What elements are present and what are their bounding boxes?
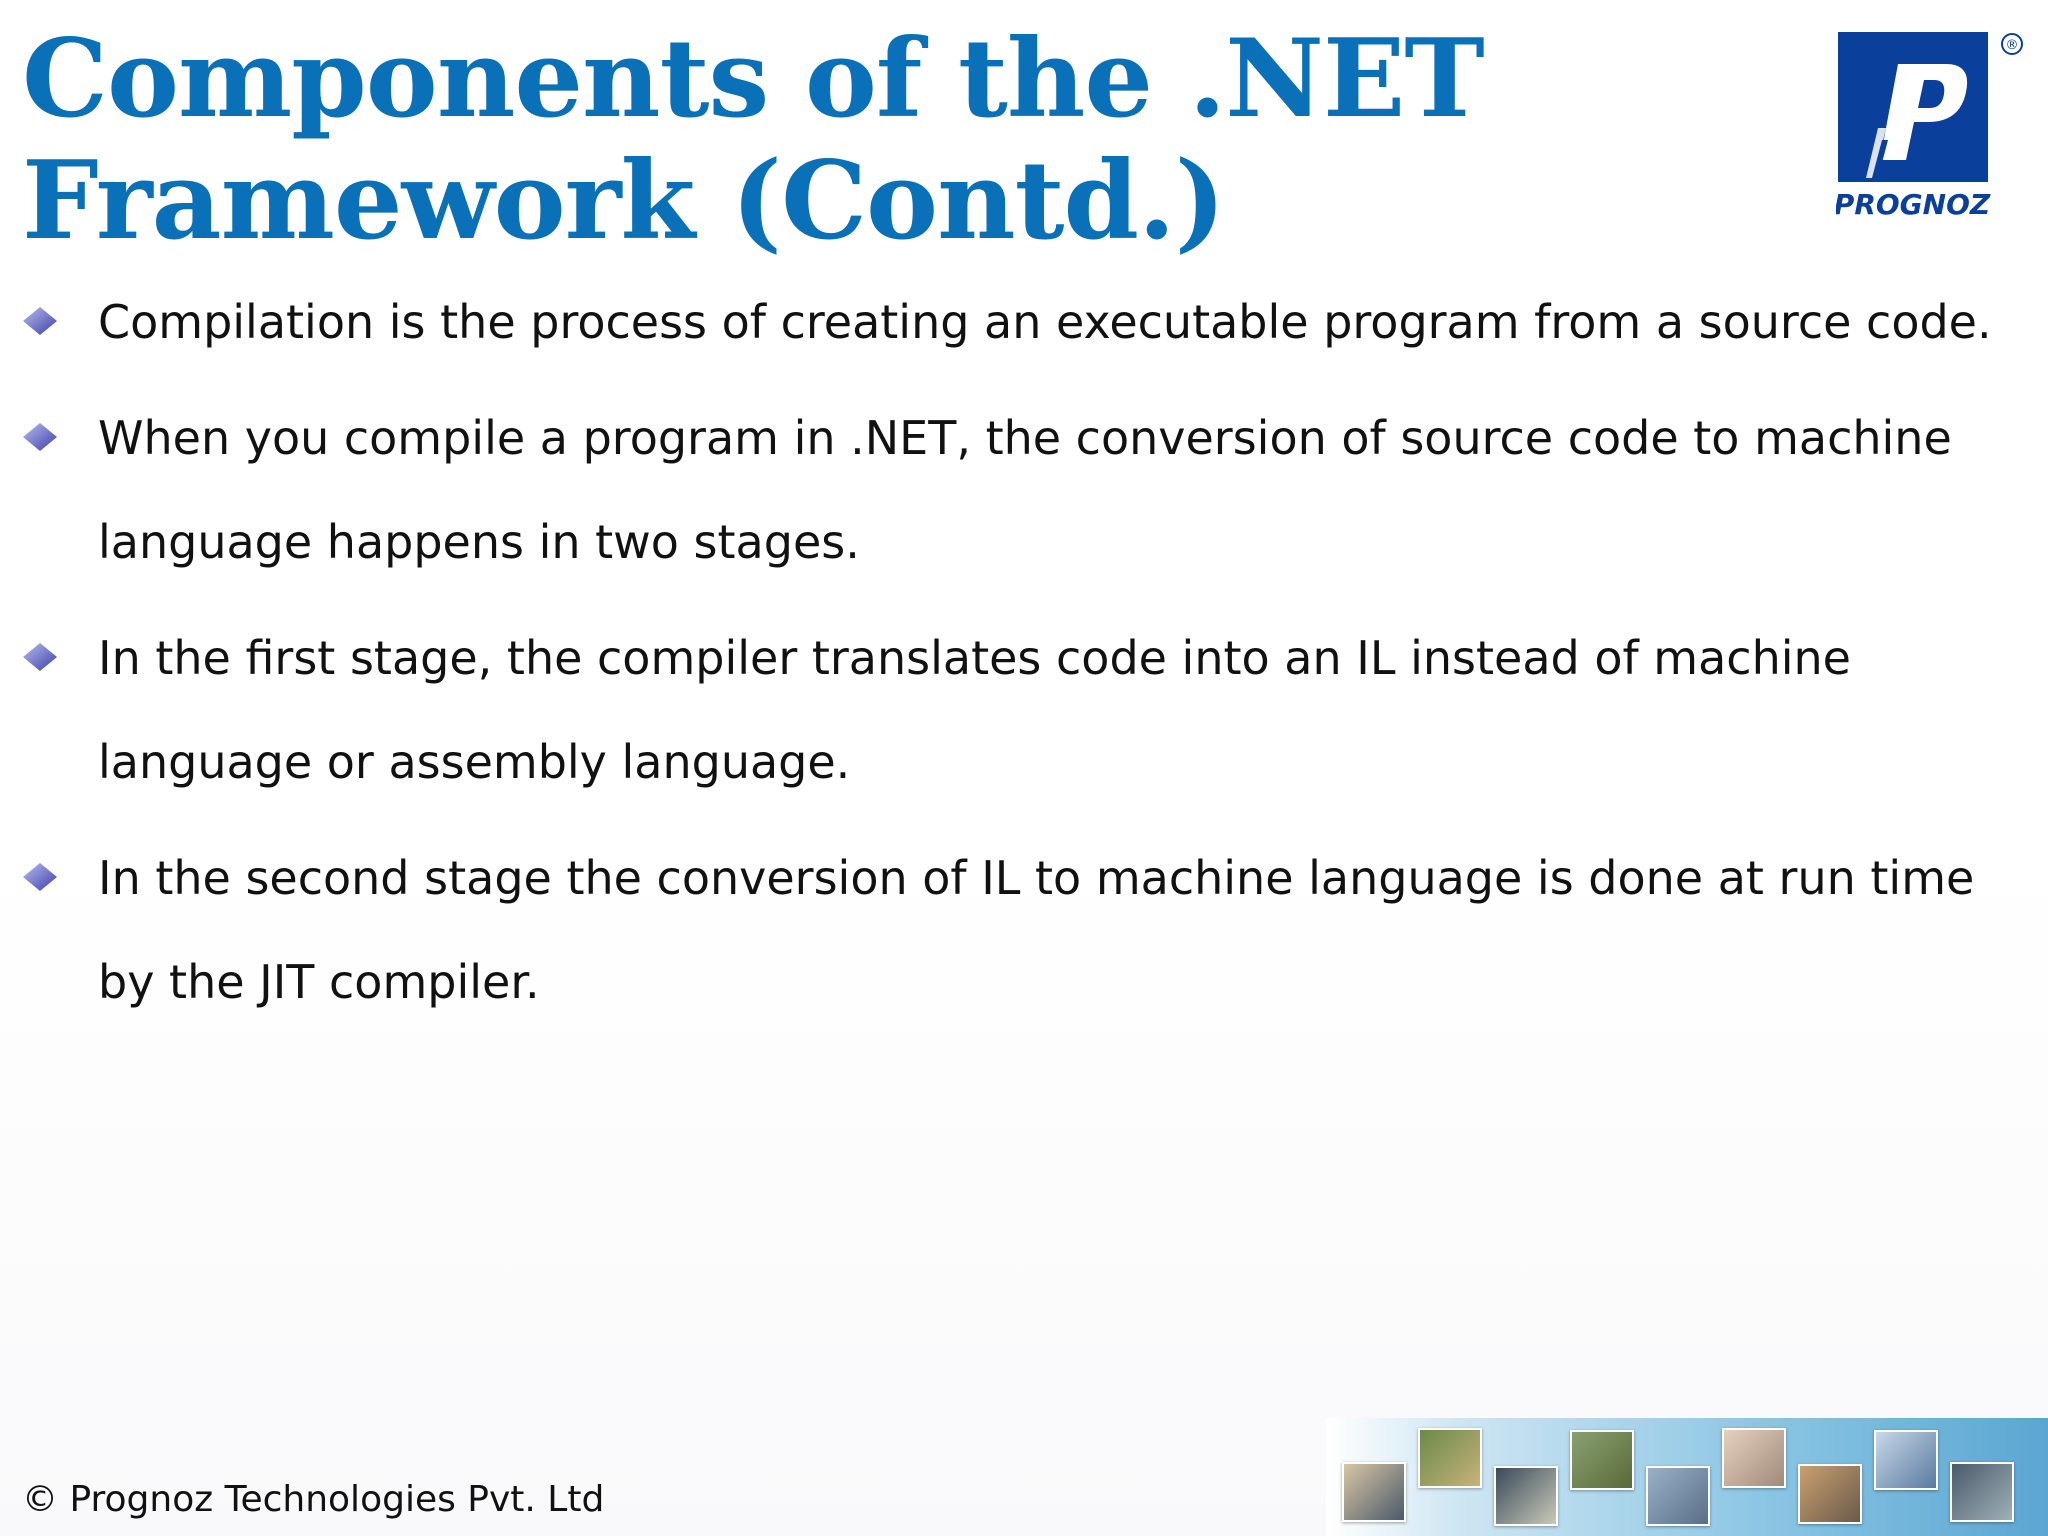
photo-thumbnail [1798, 1464, 1862, 1524]
photo-thumbnail [1342, 1462, 1406, 1522]
photo-thumbnail [1950, 1462, 2014, 1522]
bullet-item [0, 826, 2048, 1034]
bullet-item [0, 386, 2048, 594]
footer-copyright: © Prognoz Technologies Pvt. Ltd [22, 1479, 605, 1520]
bullet-item [0, 270, 2048, 374]
diamond-bullet-icon [22, 422, 58, 452]
bullet-text: When you compile a program in .NET, the conversion of source code to machine language happens in two stages. [98, 411, 1952, 569]
photo-thumbnail [1874, 1430, 1938, 1490]
bullet-text: In the second stage the conversion of IL to machine language is done at run time by the JIT compiler. [98, 851, 1975, 1009]
photo-thumbnail [1722, 1428, 1786, 1488]
bullet-text: Compilation is the process of creating an executable program from a source code. [98, 295, 1992, 349]
photo-collage-strip [1326, 1418, 2048, 1536]
prognoz-logo-icon [1836, 28, 2032, 228]
logo-text: PROGNOZ [1836, 188, 1991, 221]
diamond-bullet-icon [22, 306, 58, 336]
diamond-bullet-icon [22, 642, 58, 672]
prognoz-logo [1836, 28, 2032, 228]
photo-thumbnail [1570, 1430, 1634, 1490]
photo-thumbnail [1646, 1466, 1710, 1526]
bullet-text: In the first stage, the compiler translates code into an IL instead of machine language or assembly language. [98, 631, 1851, 789]
slide-title: Components of the .NET Framework (Contd.) [22, 16, 1484, 264]
photo-thumbnail [1494, 1466, 1558, 1526]
bullet-list [0, 270, 2048, 1046]
photo-thumbnail [1418, 1428, 1482, 1488]
diamond-bullet-icon [22, 862, 58, 892]
bullet-item [0, 606, 2048, 814]
registered-mark: ® [2005, 38, 2019, 53]
